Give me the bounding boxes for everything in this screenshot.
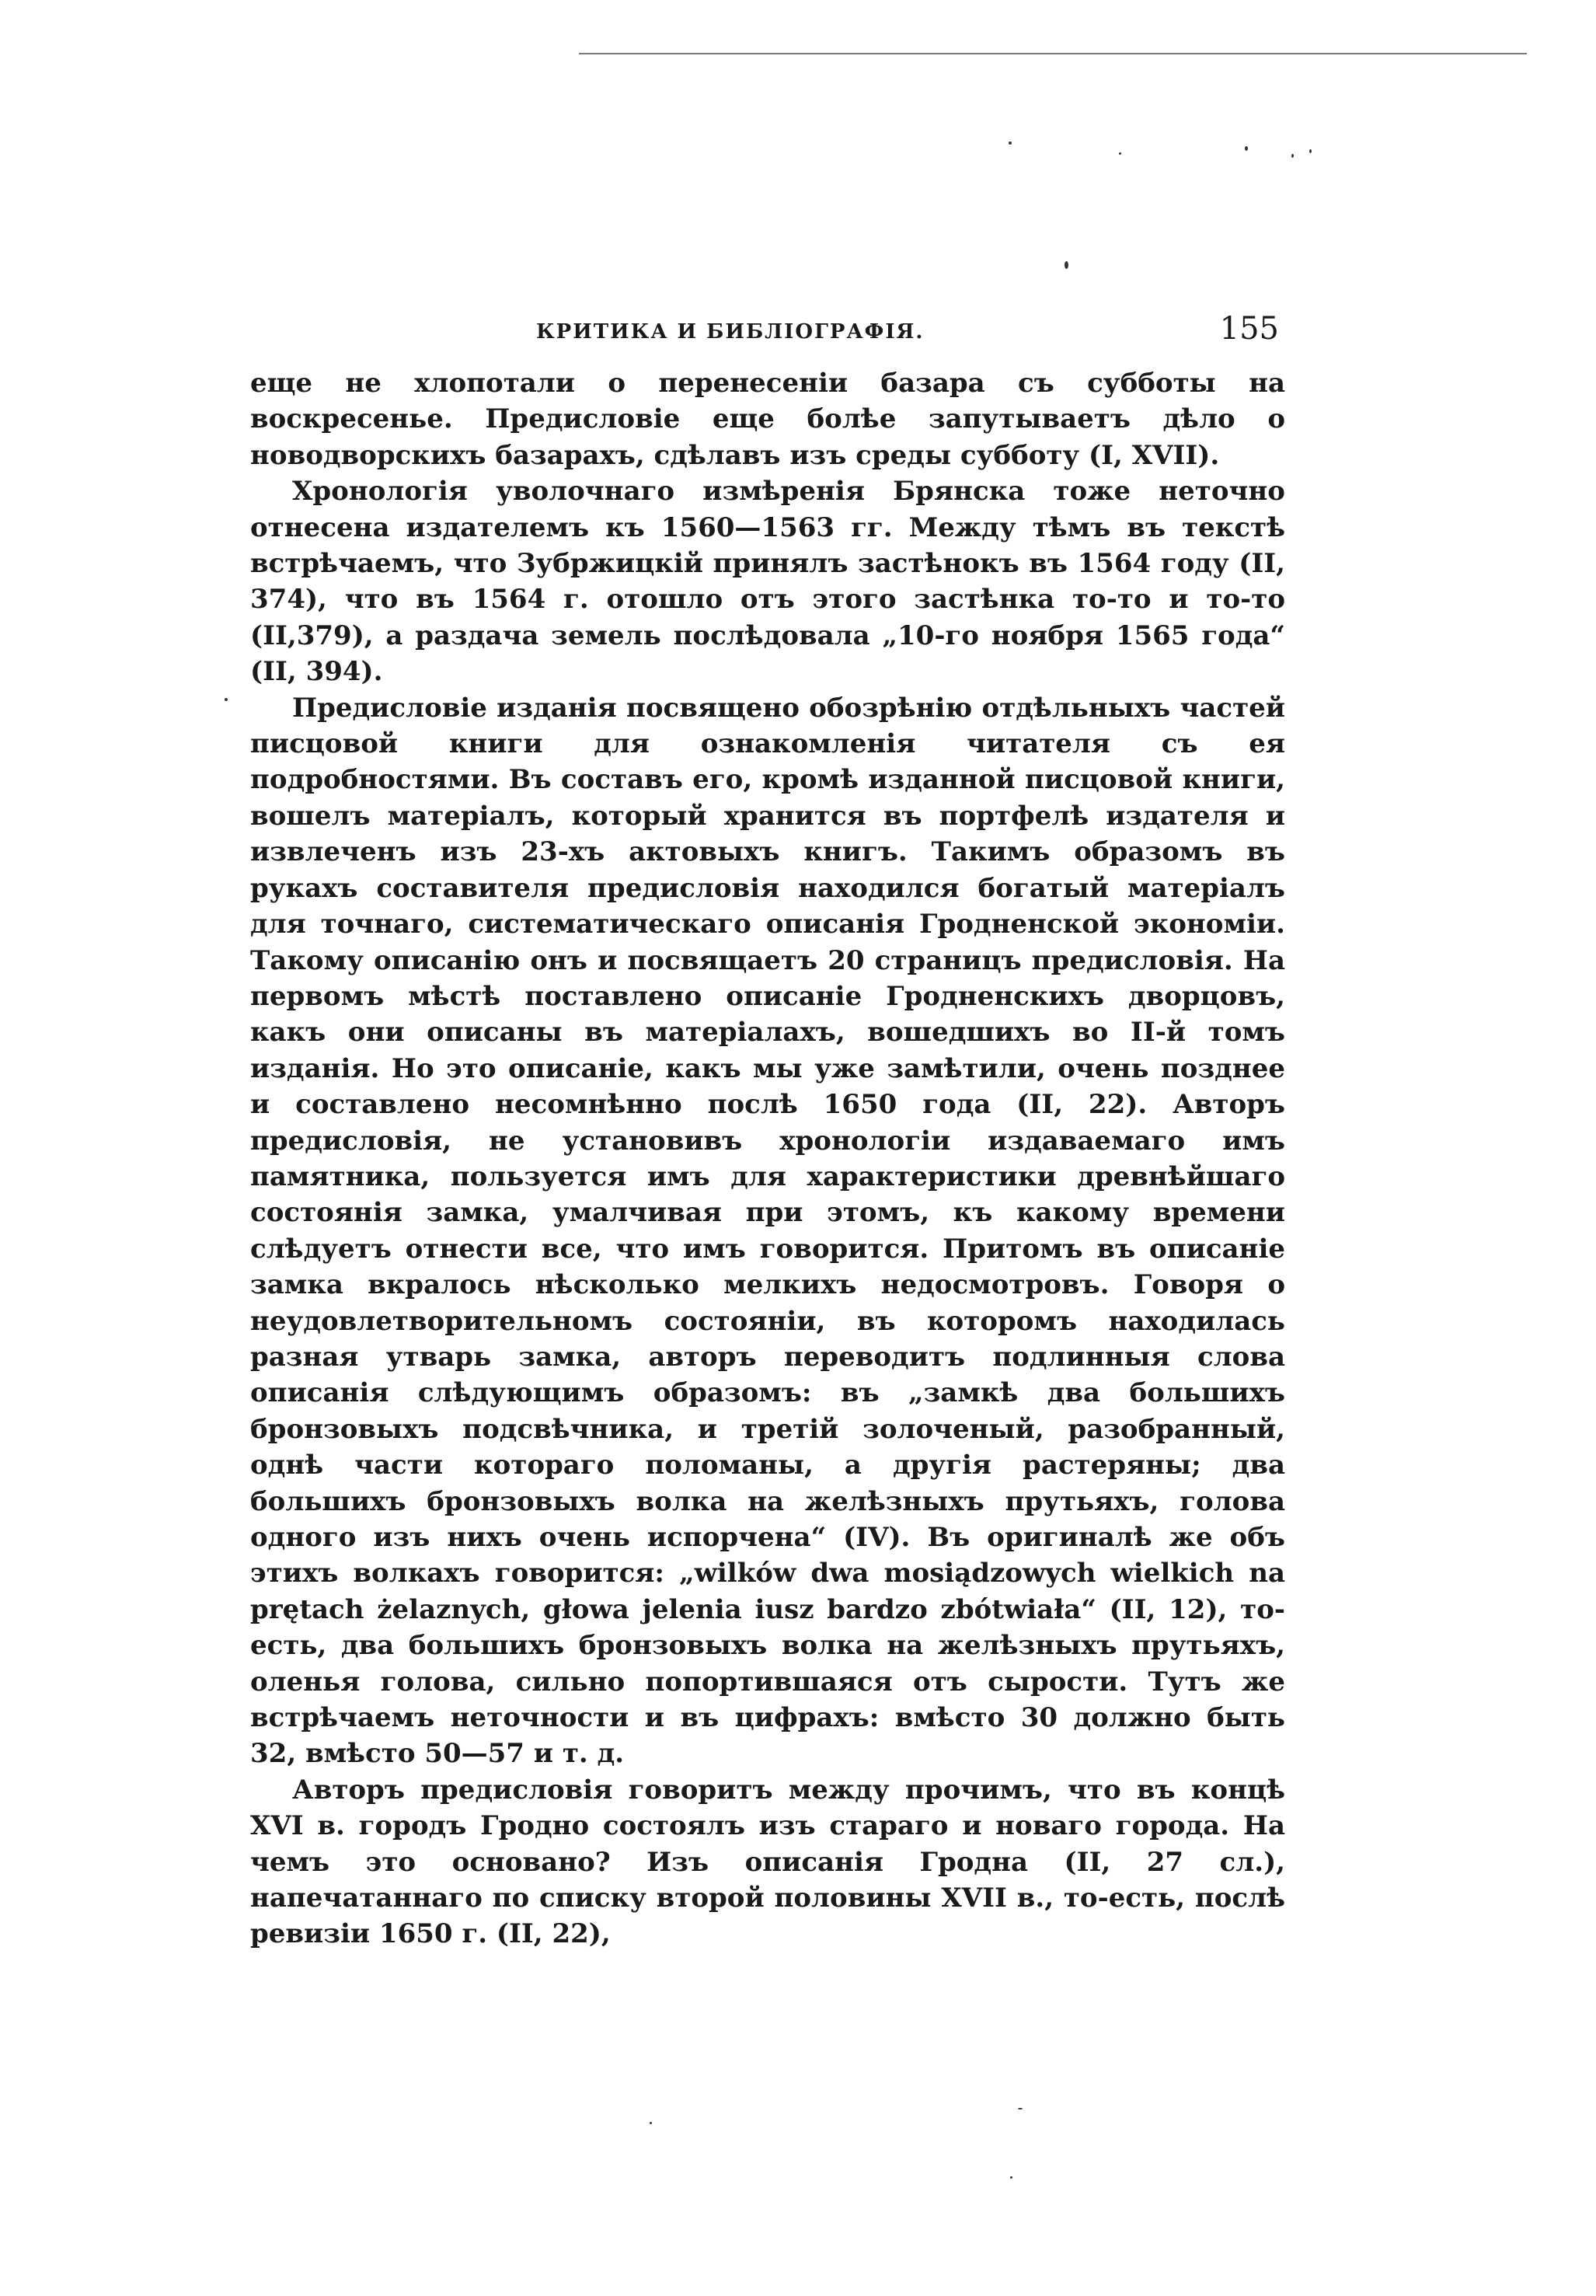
print-speck xyxy=(1018,2108,1023,2109)
print-speck xyxy=(1009,141,1012,145)
print-speck xyxy=(1291,154,1294,158)
page-number: 155 xyxy=(1219,311,1279,347)
running-head: КРИТИКА И БИБЛІОГРАФІЯ. xyxy=(536,320,925,344)
page-header xyxy=(250,311,1285,365)
paragraph: Предисловiе изданiя посвящено обозрѣнiю отдѣльныхъ частей писцовой книги для ознакомленiя читателя съ ея подробностями. Въ составъ его, кромѣ изданной писцовой книги, вошелъ матерiалъ, который хранится въ портфелѣ издателя и извлеченъ изъ 23-хъ актовыхъ книгъ. Такимъ образомъ въ рукахъ составителя предисловiя находился богатый матерiалъ для точнаго, систематическаго описанiя Гродненской экономiи. Такому описанiю онъ и посвящаетъ 20 страницъ предисловiя. На первомъ мѣстѣ поставлено описанiе Гродненскихъ дворцовъ, какъ они описаны въ матерiалахъ, вошедшихъ во II-й томъ изданiя. Но это описанiе, какъ мы уже замѣтили, очень позднее и составлено несомнѣнно послѣ 1650 года (II, 22). Авторъ предисловiя, не установивъ хронологiи издаваемаго имъ памятника, пользуется имъ для характеристики древнѣйшаго состоянiя замка, умалчивая при этомъ, къ какому времени слѣдуетъ отнести все, что имъ говорится. Притомъ въ описанiе замка вкралось нѣсколько мелкихъ недосмотровъ. Говоря о неудовлетворительномъ состоянiи, въ которомъ находилась разная утварь замка, авторъ переводитъ подлинныя слова описанiя слѣдующимъ образомъ: въ „замкѣ два большихъ бронзовыхъ подсвѣчника, и третiй золоченый, разобранный, однѣ части котораго поломаны, а другiя растеряны; два большихъ бронзовыхъ волка на желѣзныхъ прутьяхъ, голова одного изъ нихъ очень испорчена“ (IV). Въ оригиналѣ же объ этихъ волкахъ говорится: „wilków dwa mosiądzowych wielkich na prętach żelaznych, głowa jelenia iusz bardzo zbótwiała“ (II, 12), то-есть, два большихъ бронзовыхъ волка на желѣзныхъ прутьяхъ, оленья голова, сильно попортившаяся отъ сырости. Тутъ же встрѣчаемъ неточности и въ цифрахъ: вмѣсто 30 должно быть 32, вмѣсто 50—57 и т. д. xyxy=(250,692,1285,1770)
print-speck xyxy=(1309,149,1312,153)
print-speck xyxy=(1245,146,1248,151)
paragraph: Хронологiя уволочнаго измѣренiя Брянска тоже неточно отнесена издателемъ къ 1560—1563 гг. Между тѣмъ въ текстѣ встрѣчаемъ, что Зубржицкiй принялъ застѣнокъ въ 1564 году (II, 374), что въ 1564 г. отошло отъ этого застѣнка то-то и то-то (II,379), а раздача земель послѣдовала „10-го ноября 1565 года“ (II, 394). xyxy=(250,476,1285,688)
print-speck xyxy=(225,698,228,701)
paragraph: Авторъ предисловiя говоритъ между прочимъ, что въ концѣ XVI в. городъ Гродно состоялъ изъ стараго и новаго города. На чемъ это основано? Изъ описанiя Гродна (II, 27 сл.), напечатаннаго по списку второй половины XVII в., то-есть, послѣ ревизiи 1650 г. (II, 22), xyxy=(250,1774,1285,1950)
book-page xyxy=(250,311,1285,1952)
print-speck xyxy=(650,2122,652,2124)
body-text xyxy=(250,365,1285,1952)
top-edge-rule xyxy=(579,53,1527,54)
print-speck xyxy=(1119,152,1121,155)
print-speck xyxy=(1010,2176,1012,2179)
print-speck xyxy=(1065,261,1068,269)
paragraph: еще не хлопотали о перенесенiи базара съ субботы на воскресенье. Предисловiе еще болѣе запутываетъ дѣло о новодворскихъ базарахъ, сдѣлавъ изъ среды субботу (I, XVII). xyxy=(250,368,1285,471)
